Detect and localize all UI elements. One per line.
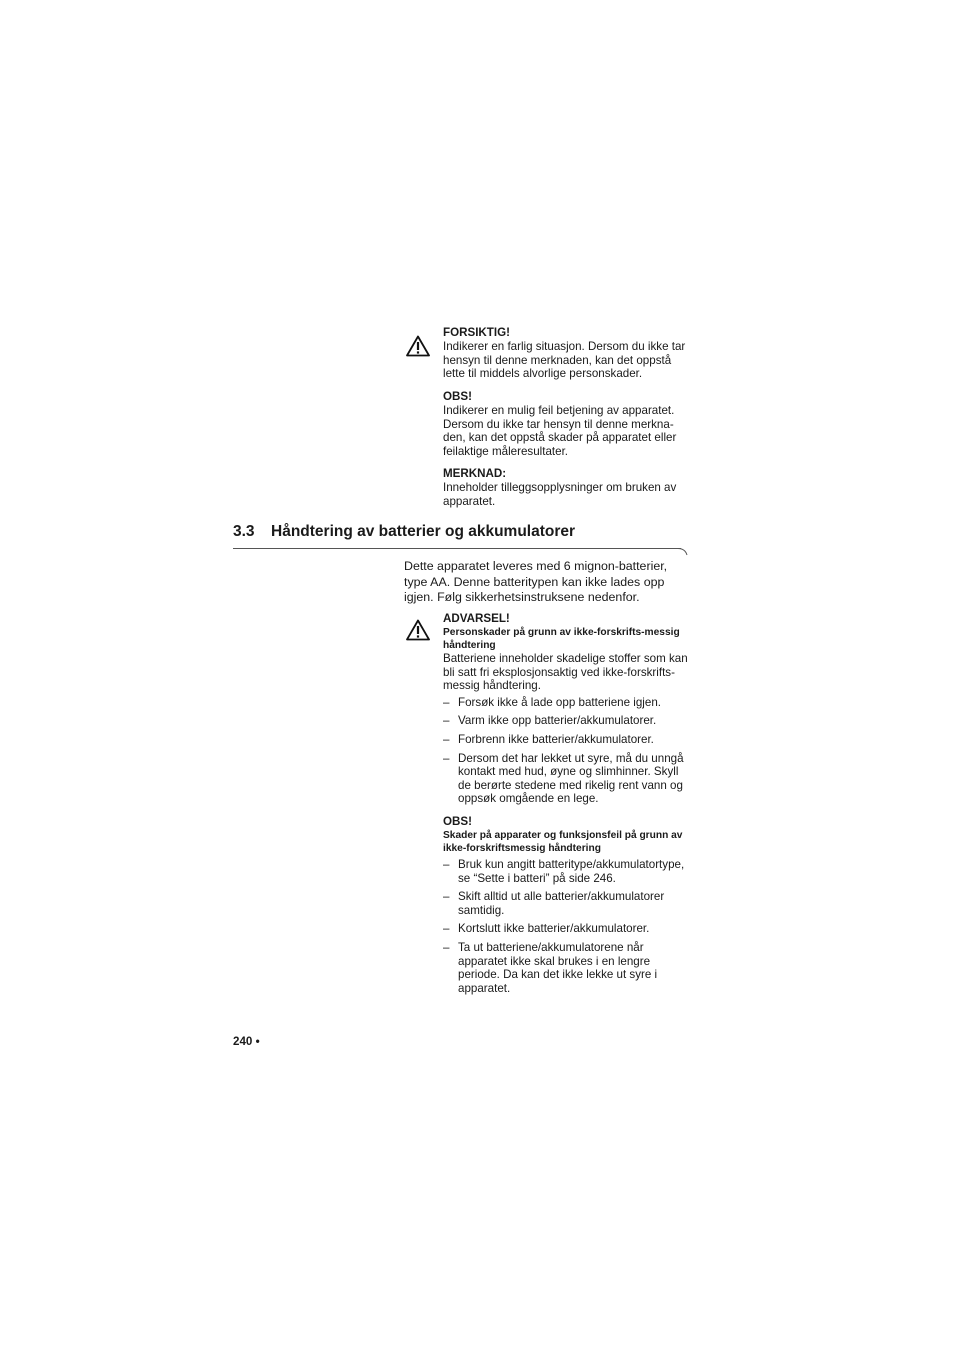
page-number: 240 • [233,1035,260,1048]
note-text: Indikerer en farlig situasjon. Dersom du ikke tar hensyn til denne merknaden, kan det oppstå lette til middels alvorlige personskader. [443,340,686,381]
list-item: – Skift alltid ut alle batterier/akkumulatorer samtidig. [443,890,691,917]
note-obs [443,390,691,458]
note-forsiktig [443,326,691,381]
section-rule-corner [678,546,690,556]
note-list [443,858,691,995]
list-item: – Dersom det har lekket ut syre, må du unngå kontakt med hud, øyne og slimhinner. Skyll de berørte stedene med rikelig rent vann og oppsøk omgående en lege. [443,752,691,806]
note-text: Indikerer en mulig feil betjening av apparatet. Dersom du ikke tar hensyn til denne merkna-den, kan det oppstå skader på apparatet eller feilaktige måleresultater. [443,404,677,458]
warning-subtitle: Personskader på grunn av ikke-forskrifts-messig håndtering [443,627,680,651]
list-item: – Forsøk ikke å lade opp batteriene igjen. [443,696,691,710]
list-item: – Varm ikke opp batterier/akkumulatorer. [443,714,691,728]
section-rule [233,548,681,549]
note-subtitle: Skader på apparater og funksjonsfeil på grunn av ikke-forskriftsmessig håndtering [443,830,683,854]
note-merknad [443,467,691,508]
section-number: 3.3 [233,523,255,540]
list-item: – Forbrenn ikke batterier/akkumulatorer. [443,733,691,747]
note-label: OBS! [443,390,472,403]
warning-icon [406,619,430,641]
section-intro: Dette apparatet leveres med 6 mignon-batterier, type AA. Denne batteritypen kan ikke lades opp igjen. Følg sikkerhetsinstruksene nedenfor. [404,559,668,604]
section-title: Håndtering av batterier og akkumulatorer [271,523,576,540]
note-label: OBS! [443,815,472,828]
note-obs-batteries [443,815,691,995]
warning-list [443,696,691,806]
note-label: MERKNAD: [443,467,507,480]
warning-text: Batteriene inneholder skadelige stoffer som kan bli satt fri eksplosjonsaktig ved ikke-forskrifts-messig håndtering. [443,652,688,693]
warning-label: ADVARSEL! [443,612,510,625]
section-heading [233,523,575,541]
note-text: Inneholder tilleggsopplysninger om bruken av apparatet. [443,481,677,508]
warning-icon [406,335,430,357]
list-item: – Ta ut batteriene/akkumulatorene når apparatet ikke skal brukes i en lengre periode. Da kan det ikke lekke ut syre i apparatet. [443,941,691,995]
list-item: – Bruk kun angitt batteritype/akkumulatortype, se “Sette i batteri” på side 246. [443,858,691,885]
list-item: – Kortslutt ikke batterier/akkumulatorer. [443,922,691,936]
warning-advarsel [443,612,691,806]
note-label: FORSIKTIG! [443,326,510,339]
